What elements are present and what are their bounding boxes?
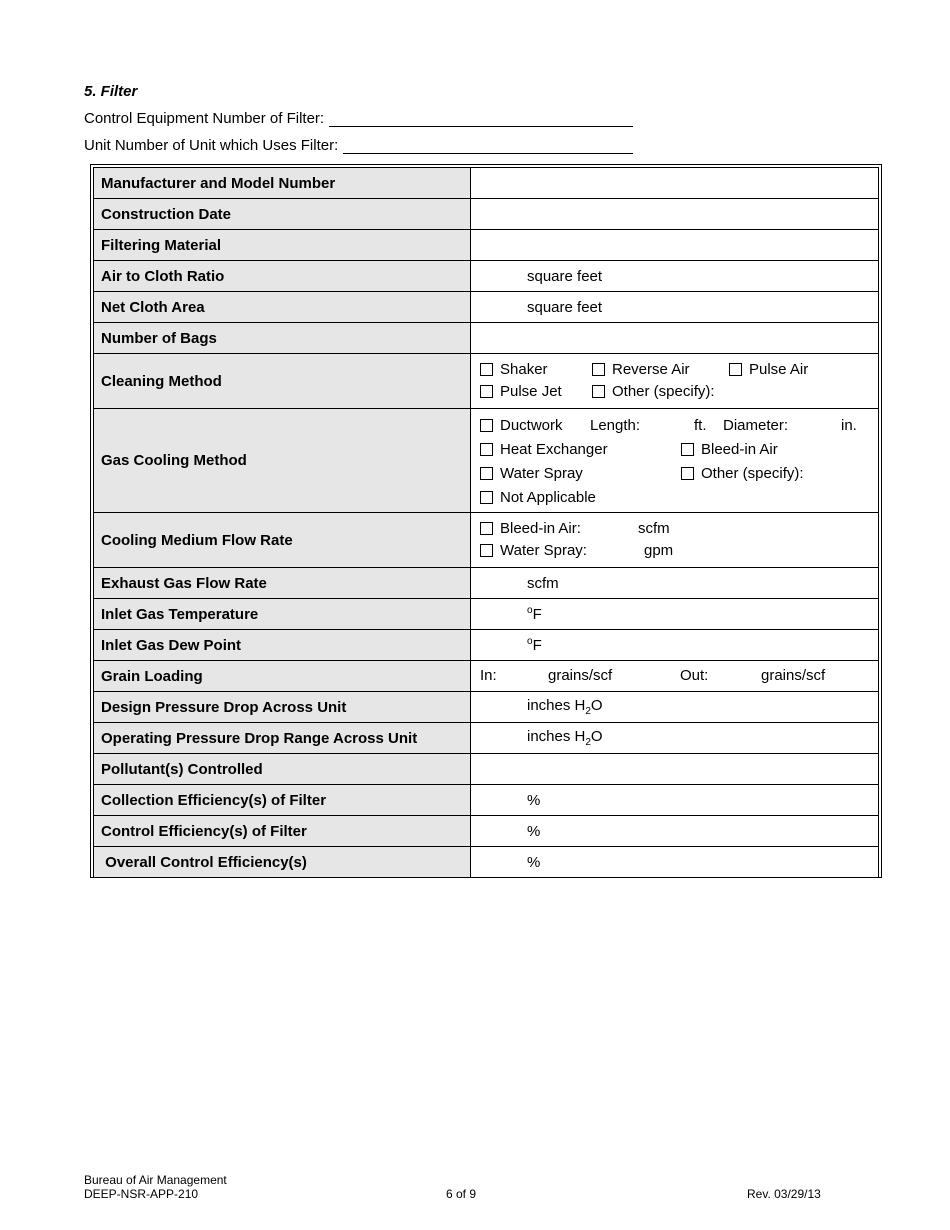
option-label: Other (specify):	[701, 464, 804, 482]
cooling-medium-field	[471, 513, 879, 568]
option-label: Pulse Jet	[500, 383, 562, 400]
collection-efficiency-unit: %	[527, 791, 541, 809]
checkbox-icon[interactable]	[480, 544, 493, 557]
unit-letter: F	[532, 637, 542, 654]
gas-cooling-ductwork-option[interactable]	[480, 417, 563, 434]
table-row	[94, 409, 879, 513]
option-label: Bleed-in Air:	[500, 520, 581, 537]
table-row	[94, 323, 879, 354]
control-efficiency-field[interactable]	[471, 816, 879, 847]
cooling-bleed-in-air-option[interactable]	[480, 520, 581, 537]
table-row	[94, 723, 879, 754]
degree-symbol: o	[527, 605, 533, 616]
ductwork-ft-unit: ft.	[694, 416, 707, 434]
table-row	[94, 568, 879, 599]
checkbox-icon[interactable]	[681, 443, 694, 456]
cooling-water-spray-option[interactable]	[480, 542, 587, 559]
filtering-material-label: Filtering Material	[94, 230, 471, 261]
table-row	[94, 261, 879, 292]
checkbox-icon[interactable]	[592, 363, 605, 376]
air-to-cloth-field[interactable]	[471, 261, 879, 292]
inlet-gas-temp-label: Inlet Gas Temperature	[94, 599, 471, 630]
table-row	[94, 513, 879, 568]
cleaning-reverse-air-option[interactable]	[592, 361, 690, 378]
checkbox-icon[interactable]	[681, 467, 694, 480]
pollutants-field[interactable]	[471, 754, 879, 785]
number-of-bags-label: Number of Bags	[94, 323, 471, 354]
grain-loading-label: Grain Loading	[94, 661, 471, 692]
cleaning-method-field	[471, 354, 879, 409]
operating-pressure-unit	[480, 728, 603, 748]
table-row	[94, 630, 879, 661]
footer-revision: Rev. 03/29/13	[747, 1187, 821, 1201]
gas-cooling-heat-exchanger-option[interactable]	[480, 441, 608, 458]
table-row	[94, 354, 879, 409]
table-row	[94, 661, 879, 692]
gas-cooling-other-option[interactable]	[681, 465, 804, 482]
footer-page-number: 6 of 9	[446, 1187, 477, 1201]
cleaning-other-option[interactable]	[592, 383, 715, 400]
construction-date-field[interactable]	[471, 199, 879, 230]
design-pressure-field[interactable]	[471, 692, 879, 723]
checkbox-icon[interactable]	[480, 419, 493, 432]
overall-efficiency-field[interactable]	[471, 847, 879, 878]
section-title: 5. Filter	[84, 83, 138, 100]
pollutants-label: Pollutant(s) Controlled	[94, 754, 471, 785]
table-row	[94, 816, 879, 847]
gas-cooling-bleed-in-air-option[interactable]	[681, 441, 778, 458]
checkbox-icon[interactable]	[480, 363, 493, 376]
grain-in-label: In:	[480, 667, 497, 684]
control-efficiency-label: Control Efficiency(s) of Filter	[94, 816, 471, 847]
checkbox-icon[interactable]	[592, 385, 605, 398]
collection-efficiency-field[interactable]	[471, 785, 879, 816]
filter-table	[93, 167, 879, 878]
checkbox-icon[interactable]	[480, 385, 493, 398]
grain-out-unit: grains/scf	[761, 667, 826, 684]
gas-cooling-not-applicable-option[interactable]	[480, 489, 596, 506]
option-label: Ductwork	[500, 416, 563, 434]
ductwork-length-label: Length:	[590, 416, 641, 434]
footer-bureau: Bureau of Air Management	[84, 1173, 227, 1187]
net-cloth-unit: square feet	[527, 298, 603, 316]
table-row	[94, 847, 879, 878]
option-label: Other (specify):	[612, 383, 715, 400]
ductwork-in-unit: in.	[841, 416, 857, 434]
exhaust-gas-field[interactable]	[471, 568, 879, 599]
exhaust-gas-unit: scfm	[527, 574, 559, 592]
unit-number-label: Unit Number of Unit which Uses Filter:	[84, 137, 339, 154]
checkbox-icon[interactable]	[480, 443, 493, 456]
degree-symbol: o	[527, 636, 533, 647]
table-row	[94, 292, 879, 323]
gas-cooling-water-spray-option[interactable]	[480, 465, 583, 482]
option-label: Pulse Air	[749, 361, 809, 378]
option-label: Not Applicable	[500, 488, 596, 506]
checkbox-icon[interactable]	[729, 363, 742, 376]
unit-text: O	[590, 728, 603, 745]
subscript: 2	[585, 706, 591, 717]
air-to-cloth-label: Air to Cloth Ratio	[94, 261, 471, 292]
operating-pressure-field[interactable]	[471, 723, 879, 754]
table-row	[94, 754, 879, 785]
inlet-gas-dew-field[interactable]	[471, 630, 879, 661]
inlet-gas-dew-unit	[480, 637, 542, 654]
grain-in-unit: grains/scf	[548, 667, 613, 684]
gas-cooling-field	[471, 409, 879, 513]
option-label: Shaker	[500, 361, 548, 378]
manufacturer-label: Manufacturer and Model Number	[94, 168, 471, 199]
control-efficiency-unit: %	[527, 822, 541, 840]
net-cloth-area-label: Net Cloth Area	[94, 292, 471, 323]
option-label: Heat Exchanger	[500, 440, 608, 458]
cooling-scfm-unit: scfm	[638, 520, 670, 537]
inlet-gas-dew-label: Inlet Gas Dew Point	[94, 630, 471, 661]
overall-efficiency-label: Overall Control Efficiency(s)	[94, 847, 471, 878]
control-equipment-row	[84, 110, 633, 127]
overall-efficiency-unit: %	[527, 853, 541, 871]
design-pressure-label: Design Pressure Drop Across Unit	[94, 692, 471, 723]
table-row	[94, 785, 879, 816]
checkbox-icon[interactable]	[480, 522, 493, 535]
unit-text: inches H	[527, 728, 586, 745]
construction-date-label: Construction Date	[94, 199, 471, 230]
inlet-gas-temp-field[interactable]	[471, 599, 879, 630]
grain-loading-field[interactable]	[471, 661, 879, 692]
control-equipment-label: Control Equipment Number of Filter:	[84, 110, 325, 127]
unit-letter: F	[532, 606, 542, 623]
inlet-gas-temp-unit	[480, 606, 542, 623]
table-row	[94, 599, 879, 630]
option-label: Water Spray:	[500, 542, 587, 559]
air-to-cloth-unit: square feet	[527, 267, 603, 285]
gas-cooling-label: Gas Cooling Method	[94, 409, 471, 513]
footer-form-id: DEEP-NSR-APP-210	[84, 1187, 199, 1201]
unit-text: O	[590, 697, 603, 714]
net-cloth-area-field[interactable]	[471, 292, 879, 323]
checkbox-icon[interactable]	[480, 491, 493, 504]
operating-pressure-label: Operating Pressure Drop Range Across Unit	[94, 723, 471, 754]
option-label: Reverse Air	[612, 361, 690, 378]
checkbox-icon[interactable]	[480, 467, 493, 480]
collection-efficiency-label: Collection Efficiency(s) of Filter	[94, 785, 471, 816]
exhaust-gas-label: Exhaust Gas Flow Rate	[94, 568, 471, 599]
grain-out-label: Out:	[680, 667, 709, 684]
option-label: Bleed-in Air	[701, 440, 778, 458]
cleaning-method-label: Cleaning Method	[94, 354, 471, 409]
cooling-medium-label: Cooling Medium Flow Rate	[94, 513, 471, 568]
subscript: 2	[585, 737, 591, 748]
table-row	[94, 168, 879, 199]
control-equipment-input[interactable]	[329, 111, 633, 127]
number-of-bags-field[interactable]	[471, 323, 879, 354]
filtering-material-field[interactable]	[471, 230, 879, 261]
table-row	[94, 230, 879, 261]
unit-text: inches H	[527, 697, 586, 714]
cleaning-pulse-air-option[interactable]	[729, 361, 808, 378]
cleaning-pulse-jet-option[interactable]	[480, 383, 562, 400]
unit-number-input[interactable]	[343, 138, 633, 154]
cleaning-shaker-option[interactable]	[480, 361, 548, 378]
cooling-gpm-unit: gpm	[644, 542, 674, 559]
table-row	[94, 692, 879, 723]
table-row	[94, 199, 879, 230]
option-label: Water Spray	[500, 464, 583, 482]
manufacturer-field[interactable]	[471, 168, 879, 199]
filter-form	[90, 164, 882, 878]
ductwork-diameter-label: Diameter:	[723, 416, 789, 434]
design-pressure-unit	[480, 697, 603, 717]
unit-number-row	[84, 137, 633, 154]
